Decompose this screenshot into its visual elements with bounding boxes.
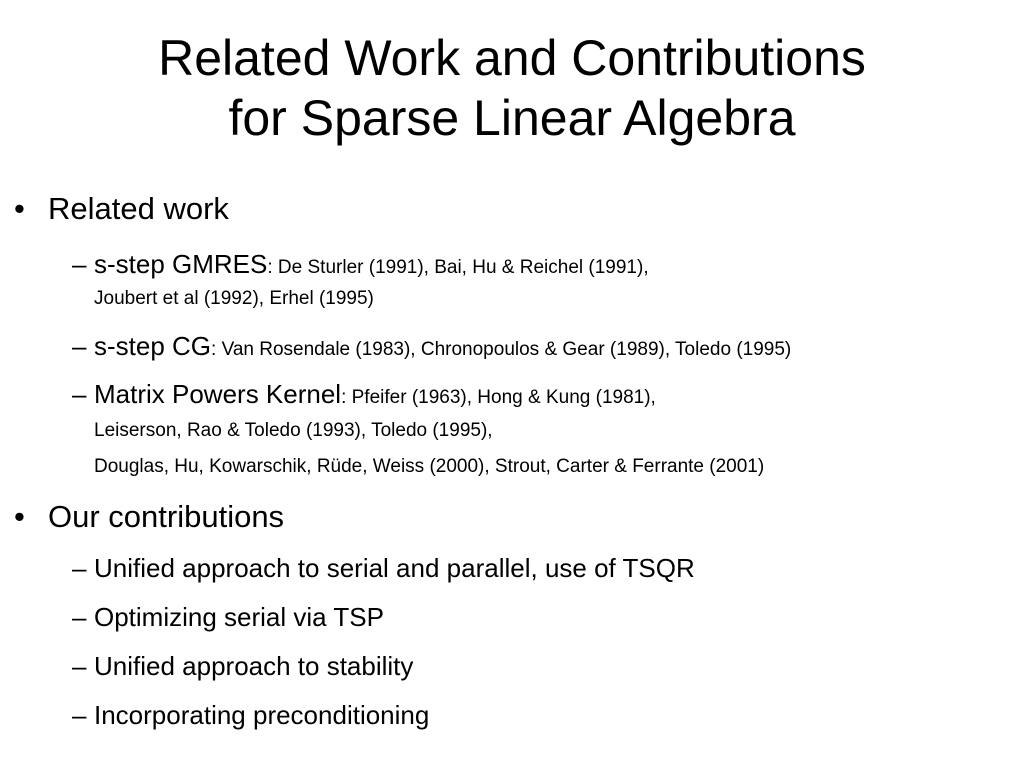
sub-item-continuation: Leiserson, Rao & Toledo (1993), Toledo (1995), — [94, 420, 493, 441]
bullet-label: Our contributions — [48, 499, 285, 534]
dash-marker: – — [72, 553, 87, 583]
sub-item-cg — [72, 330, 791, 366]
bullet-marker: • — [14, 191, 25, 226]
title-line-1: Related Work and Contributions — [158, 30, 866, 86]
sub-item-refs: : Pfeifer (1963), Hong & Kung (1981), — [341, 387, 656, 408]
sub-item-continuation: Joubert et al (1992), Erhel (1995) — [94, 288, 374, 309]
dash-marker: – — [72, 331, 87, 361]
dash-marker: – — [72, 700, 87, 730]
dash-marker: – — [72, 651, 87, 681]
sub-item-lead: Matrix Powers Kernel — [94, 379, 342, 409]
bullet-marker: • — [14, 499, 25, 534]
sub-item-text: Unified approach to serial and parallel, use of TSQR — [94, 553, 695, 583]
sub-item-lead: s-step CG — [94, 331, 212, 361]
sub-item-contribution — [72, 552, 695, 584]
sub-item-contribution — [72, 650, 413, 682]
title-line-2: for Sparse Linear Algebra — [228, 90, 796, 146]
sub-item-refs: : De Sturler (1991), Bai, Hu & Reichel (1991), — [267, 257, 649, 278]
bullet-label: Related work — [48, 191, 229, 226]
sub-item-continuation: Douglas, Hu, Kowarschik, Rüde, Weiss (2000), Strout, Carter & Ferrante (2001) — [94, 456, 765, 477]
sub-item-refs: : Van Rosendale (1983), Chronopoulos & Gear (1989), Toledo (1995) — [211, 339, 792, 360]
slide-title — [0, 28, 1024, 148]
sub-item-text: Incorporating preconditioning — [94, 700, 430, 730]
dash-marker: – — [72, 379, 87, 409]
sub-item-matrix-powers — [72, 378, 656, 414]
sub-item-lead: s-step GMRES — [94, 249, 268, 279]
sub-item-gmres — [72, 248, 649, 284]
sub-item-text: Unified approach to stability — [94, 651, 414, 681]
bullet-related-work — [14, 191, 229, 227]
sub-item-contribution — [72, 601, 384, 633]
dash-marker: – — [72, 249, 87, 279]
bullet-our-contributions — [14, 499, 284, 535]
sub-item-contribution — [72, 699, 429, 731]
dash-marker: – — [72, 602, 87, 632]
sub-item-text: Optimizing serial via TSP — [94, 602, 384, 632]
